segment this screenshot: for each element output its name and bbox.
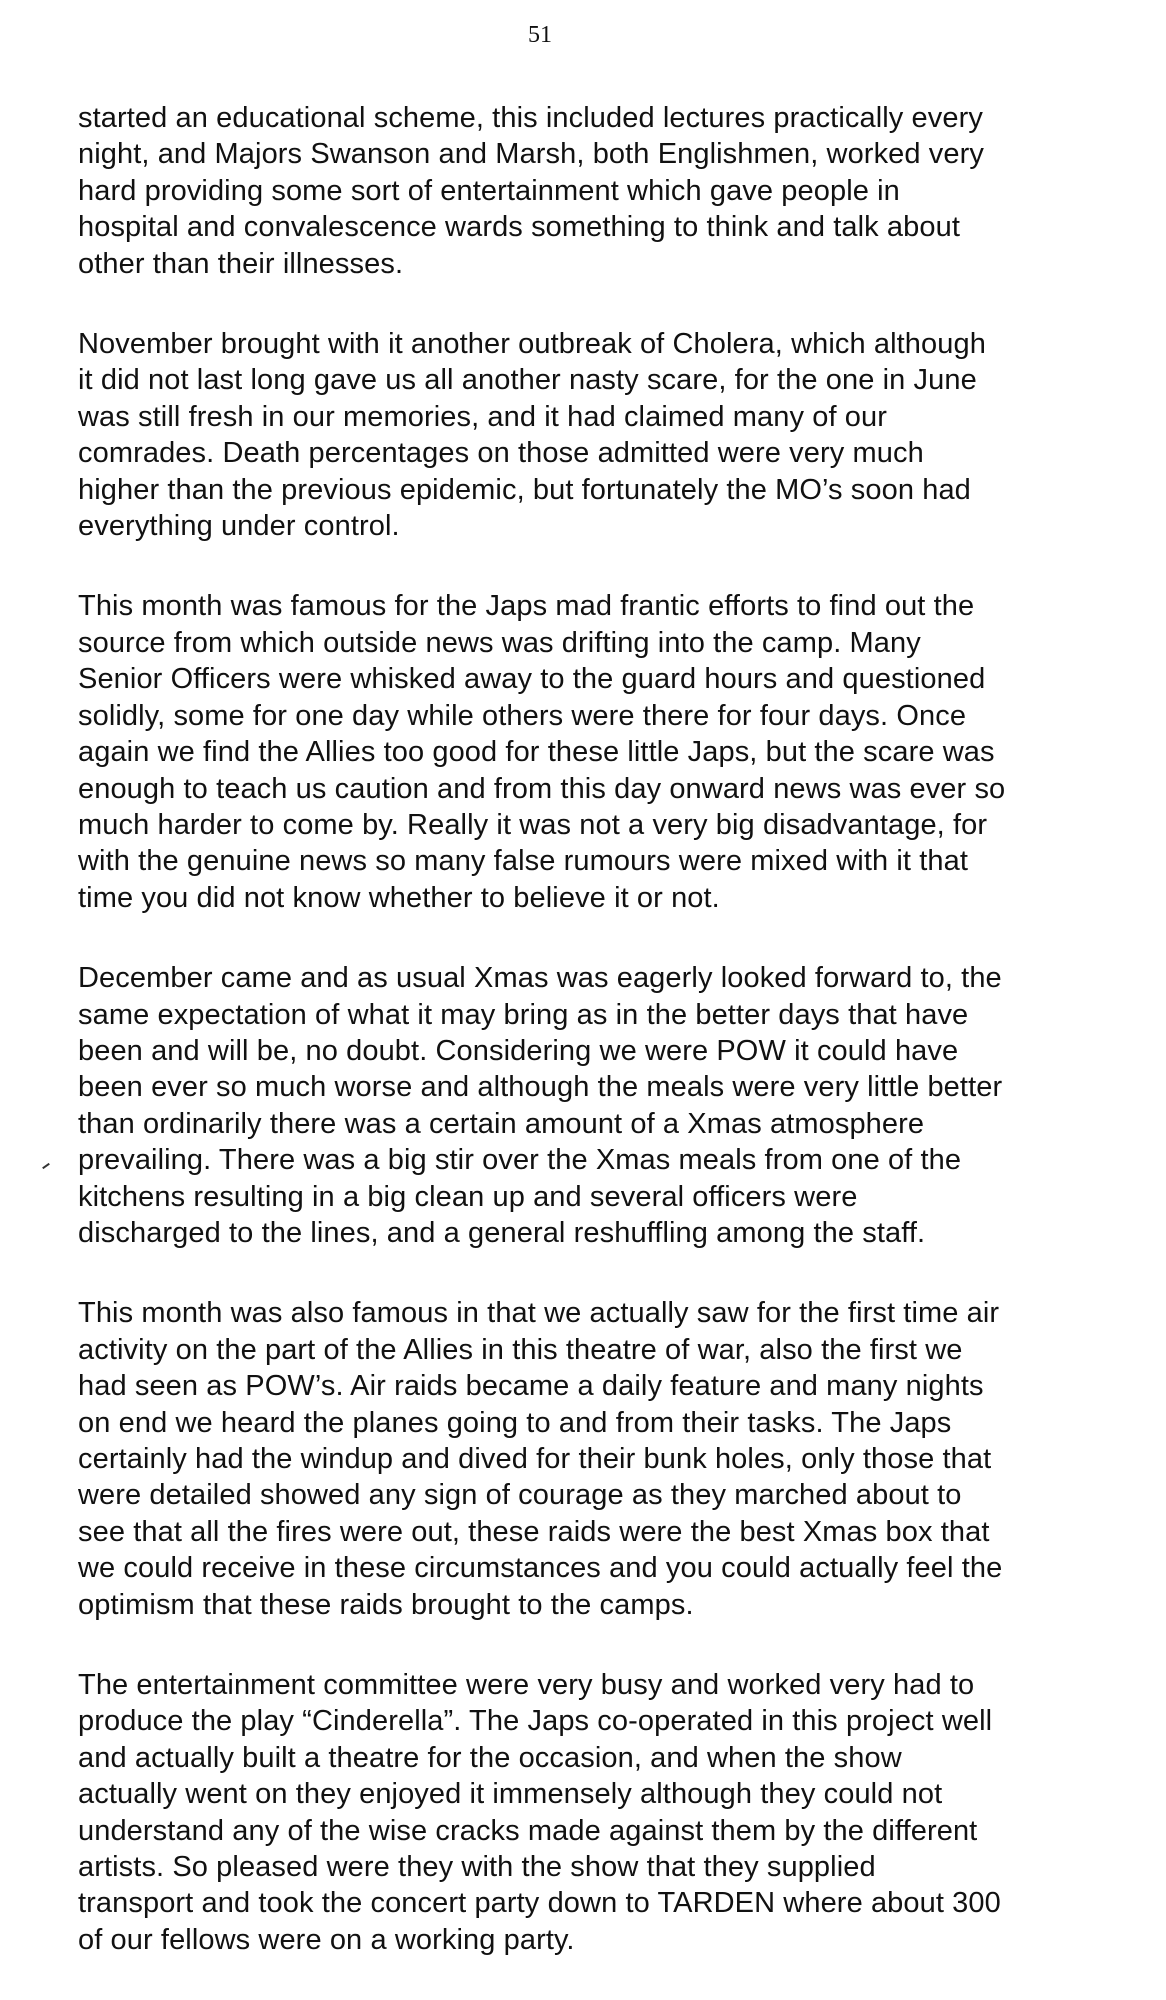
paragraph-air-raids: This month was also famous in that we actually saw for the first time air activity on the part of the Allies in this theatre of war, also the first we had seen as POW’s. Air raids became a daily feature and many nights on end we heard the planes going to and from their tasks. The Japs certainly had the windup and dived for their bunk holes, only those that were detailed showed any sign of courage as they marched about to see that all the fires were out, these raids were the best Xmas box that we could receive in these circumstances and you could actually feel the optimism that these raids brought to the camps. xyxy=(78,1297,1003,1621)
document-body xyxy=(78,100,1078,1958)
paragraph-news-source: This month was famous for the Japs mad frantic efforts to find out the source from which outside news was drifting into the camp. Many Senior Officers were whisked away to the guard hours and questioned solidly, some for one day while others were there for four days. Once again we find the Allies too good for these little Japs, but the scare was enough to teach us caution and from this day onward news was ever so much harder to come by. Really it was not a very big disadvantage, for with the genuine news so many false rumours were mixed with it that time you did not know whether to believe it or not. xyxy=(78,590,1006,914)
paragraph-december-xmas: December came and as usual Xmas was eagerly looked forward to, the same expectation of what it may bring as in the better days that have been and will be, no doubt. Considering we were POW it could have been ever so much worse and although the meals were very little better than ordinarily there was a certain amount of a Xmas atmosphere prevailing. There was a big stir over the Xmas meals from one of the kitchens resulting in a big clean up and several officers were discharged to the lines, and a general reshuffling among the staff. xyxy=(78,962,1003,1249)
paragraph-cinderella-play: The entertainment committee were very busy and worked very had to produce the play “Cinderella”. The Japs co-operated in this project well and actually built a theatre for the occasion, and when the show actually went on they enjoyed it immensely although they could not understand any of the wise cracks made against them by the different artists. So pleased were they with the show that they supplied transport and took the concert party down to TARDEN where about 300 of our fellows were on a working party. xyxy=(78,1669,1001,1956)
page-number: 51 xyxy=(528,22,552,48)
stray-mark xyxy=(42,1163,50,1169)
paragraph-educational-scheme: started an educational scheme, this included lectures practically every night, and Majors Swanson and Marsh, both Englishmen, worked very hard providing some sort of entertainment which gave people in hospital and convalescence wards something to think and talk about other than their illnesses. xyxy=(78,102,984,280)
paragraph-november-cholera: November brought with it another outbreak of Cholera, which although it did not last long gave us all another nasty scare, for the one in June was still fresh in our memories, and it had claimed many of our comrades. Death percentages on those admitted were very much higher than the previous epidemic, but fortunately the MO’s soon had everything under control. xyxy=(78,328,986,543)
